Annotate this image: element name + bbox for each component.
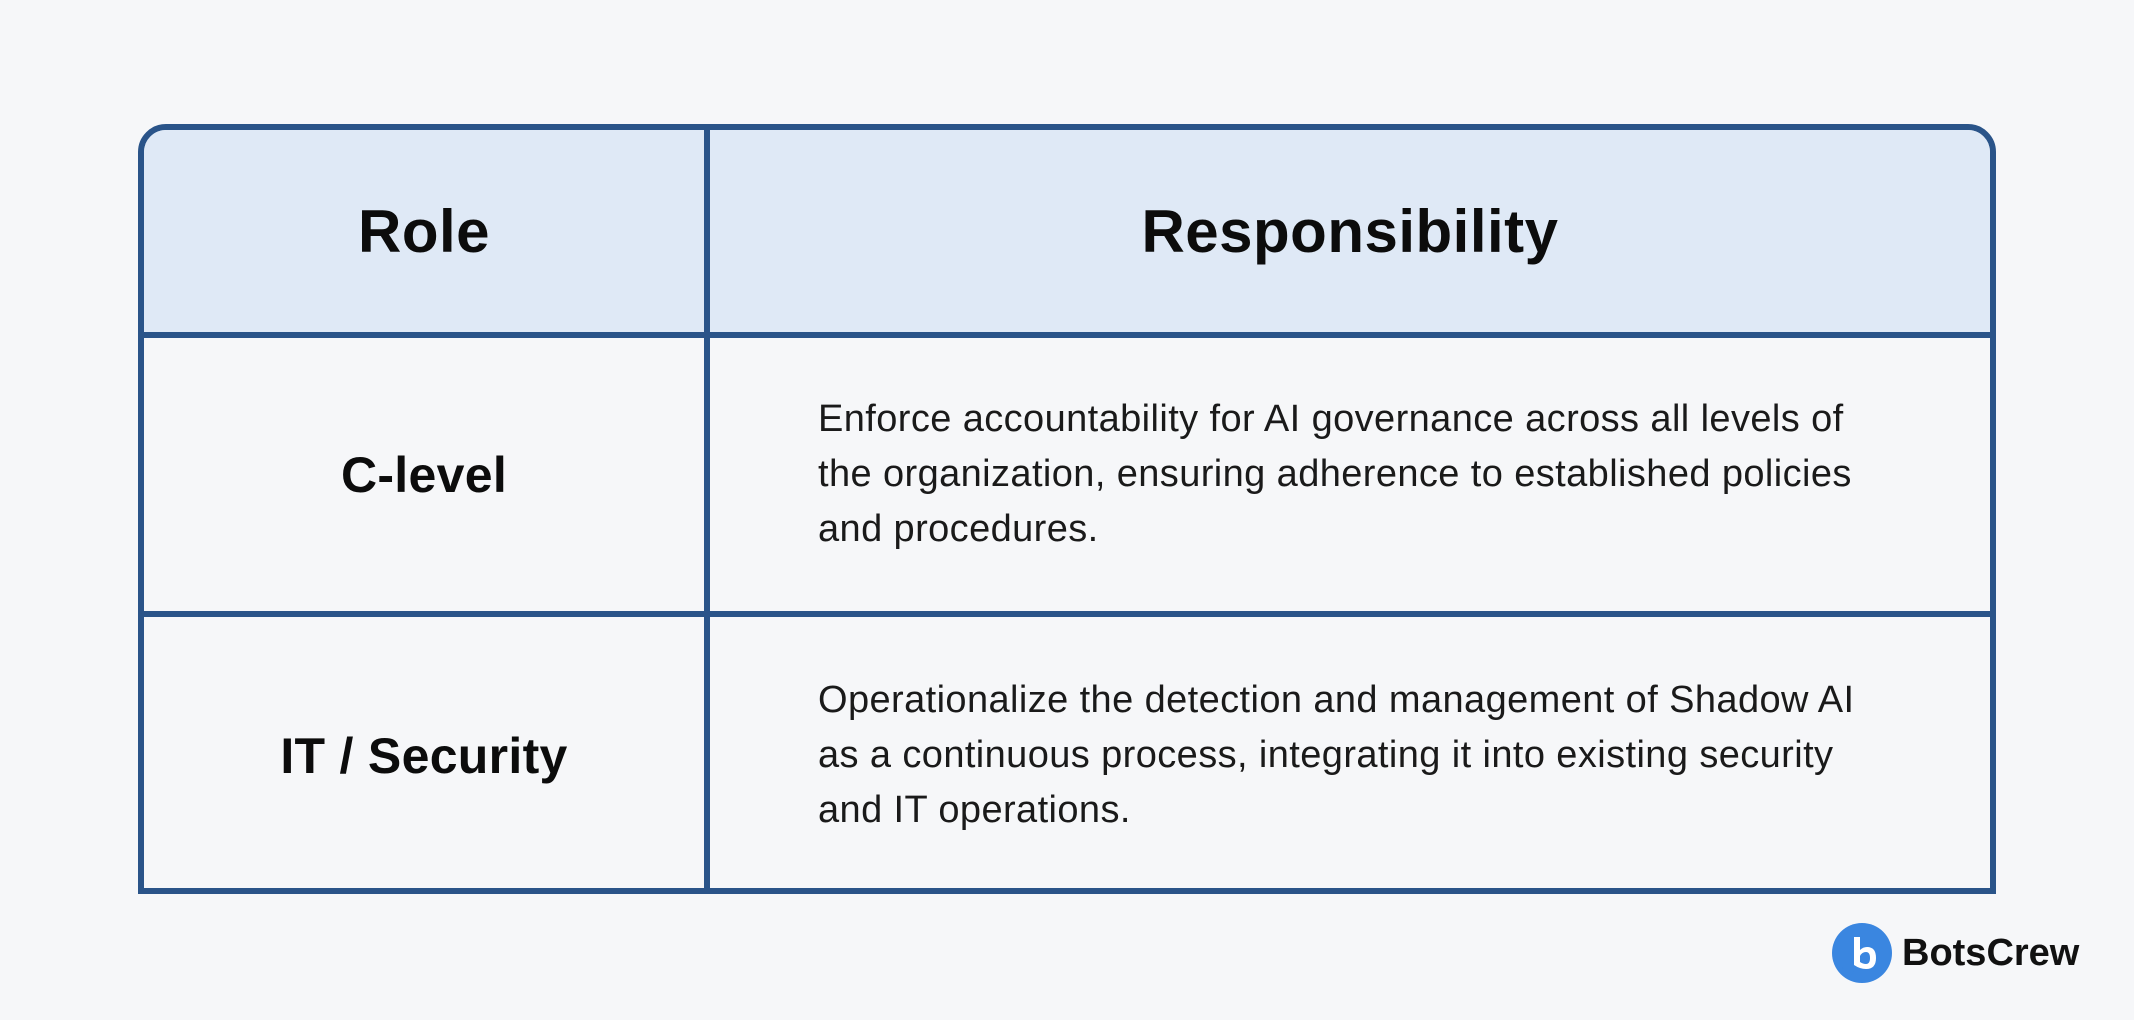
table-row (144, 338, 1990, 617)
brand-logo (1832, 922, 2079, 984)
responsibility-text: Enforce accountability for AI governance across all levels of the organization, ensuring adherence to established policies and procedures. (818, 398, 1852, 550)
responsibility-cell (710, 338, 1990, 611)
header-cell-role (144, 130, 710, 332)
role-label: IT / Security (280, 727, 568, 784)
responsibility-text: Operationalize the detection and management of Shadow AI as a continuous process, integrating it into existing security and IT operations. (818, 679, 1855, 831)
responsibility-cell (710, 617, 1990, 894)
header-responsibility-label: Responsibility (1141, 197, 1559, 265)
role-cell (144, 617, 710, 894)
table-row (144, 617, 1990, 894)
role-label: C-level (340, 446, 508, 503)
table-header-row (144, 130, 1990, 338)
role-cell (144, 338, 710, 611)
header-cell-responsibility (710, 130, 1990, 332)
brand-name: BotsCrew (1902, 931, 2080, 974)
botscrew-logo-icon (1832, 923, 1892, 983)
roles-table (138, 124, 1996, 894)
header-role-label: Role (357, 197, 491, 265)
